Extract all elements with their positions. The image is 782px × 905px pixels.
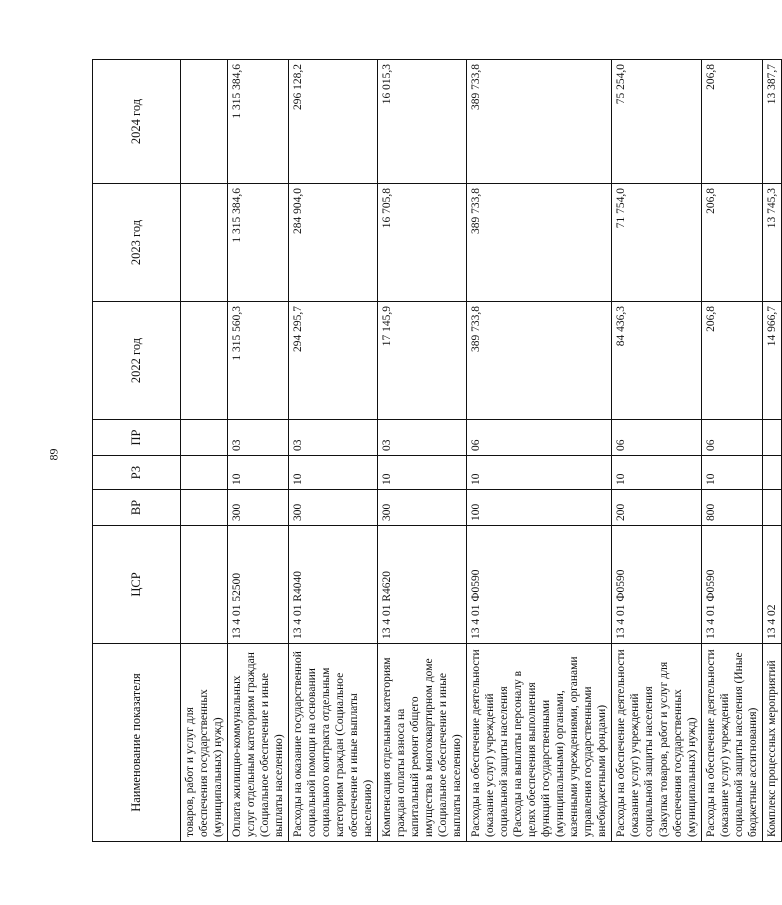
table-row: [701, 60, 762, 842]
row-csr: 13 4 01 R4040: [289, 526, 378, 644]
row-2023: 389 733,8: [467, 184, 612, 302]
row-pr: 06: [701, 420, 762, 456]
table-row: [228, 60, 289, 842]
row-csr: [181, 526, 228, 644]
row-vr: 300: [228, 490, 289, 526]
row-name: Расходы на обеспечение деятельности (оказание услуг) учреждений социальной защиты населения (Иные бюджетные ассигнования): [701, 644, 762, 842]
row-name: Расходы на обеспечение деятельности (оказание услуг) учреждений социальной защиты населения (Расходы на выплаты персоналу в целях обеспечения выполнения функций государственными (муниципальными) органами, казенными учреждениями, органами управления государственными внебюджетными фондами): [467, 644, 612, 842]
row-2022: [181, 302, 228, 420]
table-row: [181, 60, 228, 842]
table-row: [467, 60, 612, 842]
row-rz: 10: [228, 456, 289, 490]
row-2022: 14 966,7: [762, 302, 781, 420]
row-pr: 06: [612, 420, 701, 456]
row-pr: 03: [228, 420, 289, 456]
row-2024: [181, 60, 228, 184]
table-header-row: [93, 60, 181, 842]
row-2023: 13 745,3: [762, 184, 781, 302]
row-name: Компенсация отдельным категориям граждан оплаты взноса на капитальный ремонт общего имущества в многоквартирном доме (Социальное обеспечение и иные выплаты населению): [378, 644, 467, 842]
row-name: товаров, работ и услуг для обеспечения государственных (муниципальных) нужд): [181, 644, 228, 842]
header-csr: ЦСР: [93, 526, 181, 644]
budget-table: [92, 59, 782, 842]
row-csr: 13 4 02: [762, 526, 781, 644]
row-rz: [762, 456, 781, 490]
row-2024: 206,8: [701, 60, 762, 184]
table-row: [762, 60, 781, 842]
row-vr: [181, 490, 228, 526]
row-pr: [181, 420, 228, 456]
row-vr: 300: [378, 490, 467, 526]
row-pr: 03: [289, 420, 378, 456]
row-pr: [762, 420, 781, 456]
row-rz: 10: [378, 456, 467, 490]
row-2023: 71 754,0: [612, 184, 701, 302]
header-2022: 2022 год: [93, 302, 181, 420]
row-name: Оплата жилищно-коммунальных услуг отдельным категориям граждан (Социальное обеспечение и иные выплаты населению): [228, 644, 289, 842]
row-rz: 10: [612, 456, 701, 490]
row-csr: 13 4 01 52500: [228, 526, 289, 644]
row-2024: 296 128,2: [289, 60, 378, 184]
table-row: [378, 60, 467, 842]
header-name: Наименование показателя: [93, 644, 181, 842]
row-pr: 06: [467, 420, 612, 456]
row-name: Расходы на обеспечение деятельности (оказание услуг) учреждений социальной защиты населения (Закупка товаров, работ и услуг для обеспечения государственных (муниципальных) нужд): [612, 644, 701, 842]
table-row: [612, 60, 701, 842]
row-2022: 1 315 560,3: [228, 302, 289, 420]
row-csr: 13 4 01 Ф0590: [701, 526, 762, 644]
header-2023: 2023 год: [93, 184, 181, 302]
row-csr: 13 4 01 R4620: [378, 526, 467, 644]
row-2024: 1 315 384,6: [228, 60, 289, 184]
row-2023: 16 705,8: [378, 184, 467, 302]
row-csr: 13 4 01 Ф0590: [467, 526, 612, 644]
row-2022: 389 733,8: [467, 302, 612, 420]
row-2023: 284 904,0: [289, 184, 378, 302]
row-2023: 206,8: [701, 184, 762, 302]
row-2022: 206,8: [701, 302, 762, 420]
row-2022: 17 145,9: [378, 302, 467, 420]
row-rz: 10: [701, 456, 762, 490]
row-vr: 800: [701, 490, 762, 526]
row-2023: 1 315 384,6: [228, 184, 289, 302]
row-rz: 10: [289, 456, 378, 490]
row-vr: [762, 490, 781, 526]
page-number: 89: [46, 448, 61, 461]
table-row: [289, 60, 378, 842]
row-rz: [181, 456, 228, 490]
row-vr: 200: [612, 490, 701, 526]
row-2024: 75 254,0: [612, 60, 701, 184]
row-rz: 10: [467, 456, 612, 490]
row-2024: 16 015,3: [378, 60, 467, 184]
row-pr: 03: [378, 420, 467, 456]
row-2024: 13 387,7: [762, 60, 781, 184]
row-vr: 100: [467, 490, 612, 526]
row-2024: 389 733,8: [467, 60, 612, 184]
row-csr: 13 4 01 Ф0590: [612, 526, 701, 644]
row-2022: 84 436,3: [612, 302, 701, 420]
header-vr: ВР: [93, 490, 181, 526]
header-rz: РЗ: [93, 456, 181, 490]
row-name: Расходы на оказание государственной социальной помощи на основании социального контракта отдельным категориям граждан (Социальное обеспечение и иные выплаты населению): [289, 644, 378, 842]
row-name: Комплекс процессных мероприятий: [762, 644, 781, 842]
header-2024: 2024 год: [93, 60, 181, 184]
row-vr: 300: [289, 490, 378, 526]
row-2023: [181, 184, 228, 302]
header-pr: ПР: [93, 420, 181, 456]
row-2022: 294 295,7: [289, 302, 378, 420]
rotated-table-container: [92, 60, 778, 842]
